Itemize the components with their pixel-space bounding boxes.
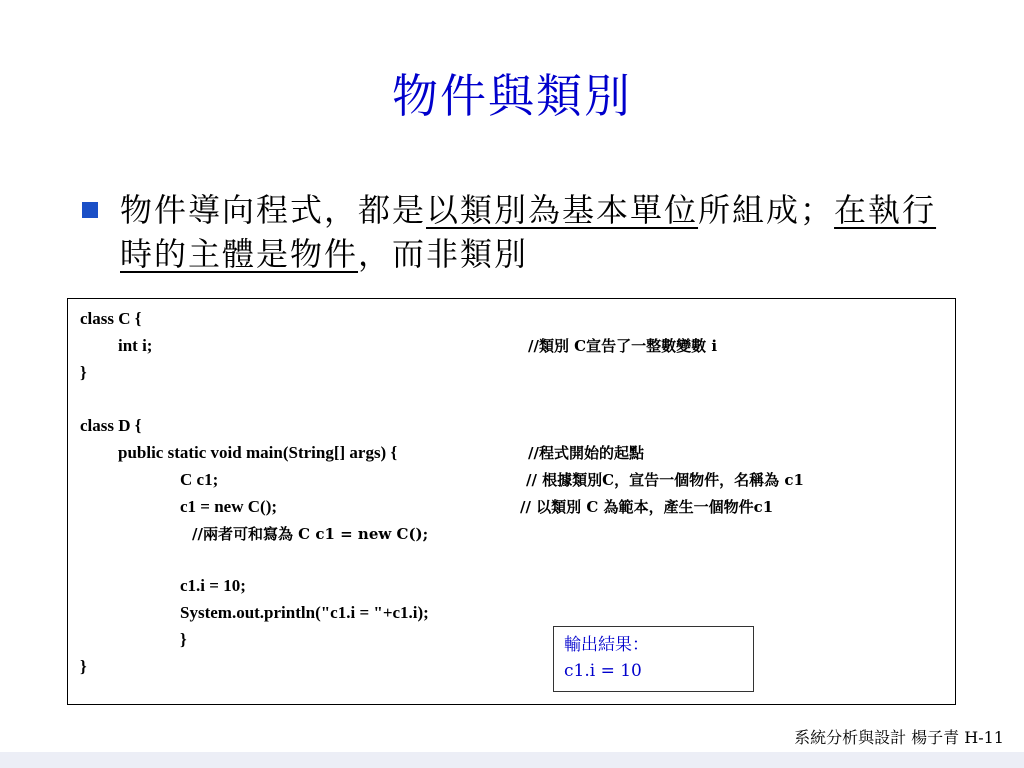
- footer-bar: [0, 752, 1024, 768]
- code-line: class D {: [80, 416, 142, 435]
- code-line: public static void main(String[] args) {: [118, 443, 398, 462]
- code-line: C c1;: [180, 470, 219, 489]
- bullet-part-2-underlined: 以類別為基本單位: [426, 191, 699, 229]
- code-comment: //類別 C宣告了一整數變數 i: [528, 337, 718, 355]
- code-line: c1.i = 10;: [180, 576, 246, 595]
- bullet-square-icon: [82, 202, 98, 218]
- code-line: }: [80, 657, 87, 676]
- bullet-part-1: 物件導向程式，都是: [120, 191, 427, 229]
- output-result-box: [553, 626, 754, 692]
- bullet-part-4-underlined: 在執行時的主體是物件: [120, 191, 937, 273]
- code-comment: //兩者可和寫為 C c1 = new C();: [192, 525, 429, 543]
- code-line: class C {: [80, 309, 142, 328]
- code-line: System.out.println("c1.i = "+c1.i);: [180, 603, 429, 622]
- bullet-part-5: ，而非類別: [358, 235, 529, 273]
- output-value: c1.i = 10: [564, 661, 642, 681]
- bullet-text: [120, 188, 950, 276]
- code-line: }: [80, 363, 87, 382]
- bullet-part-3: 所組成；: [698, 191, 835, 229]
- code-listing: [67, 298, 956, 705]
- code-line: }: [180, 630, 187, 649]
- output-label: 輸出結果：: [564, 635, 649, 655]
- slide-footer: 系統分析與設計 楊子青 H-11: [794, 728, 1004, 747]
- code-line: c1 = new C();: [180, 497, 278, 516]
- code-comment: // 根據類別C，宣告一個物件，名稱為 c1: [526, 471, 804, 489]
- code-comment: //程式開始的起點: [528, 444, 644, 462]
- code-line: int i;: [118, 336, 153, 355]
- slide-title: 物件與類別: [392, 69, 632, 123]
- code-comment: // 以類別 C 為範本，產生一個物件c1: [520, 498, 774, 516]
